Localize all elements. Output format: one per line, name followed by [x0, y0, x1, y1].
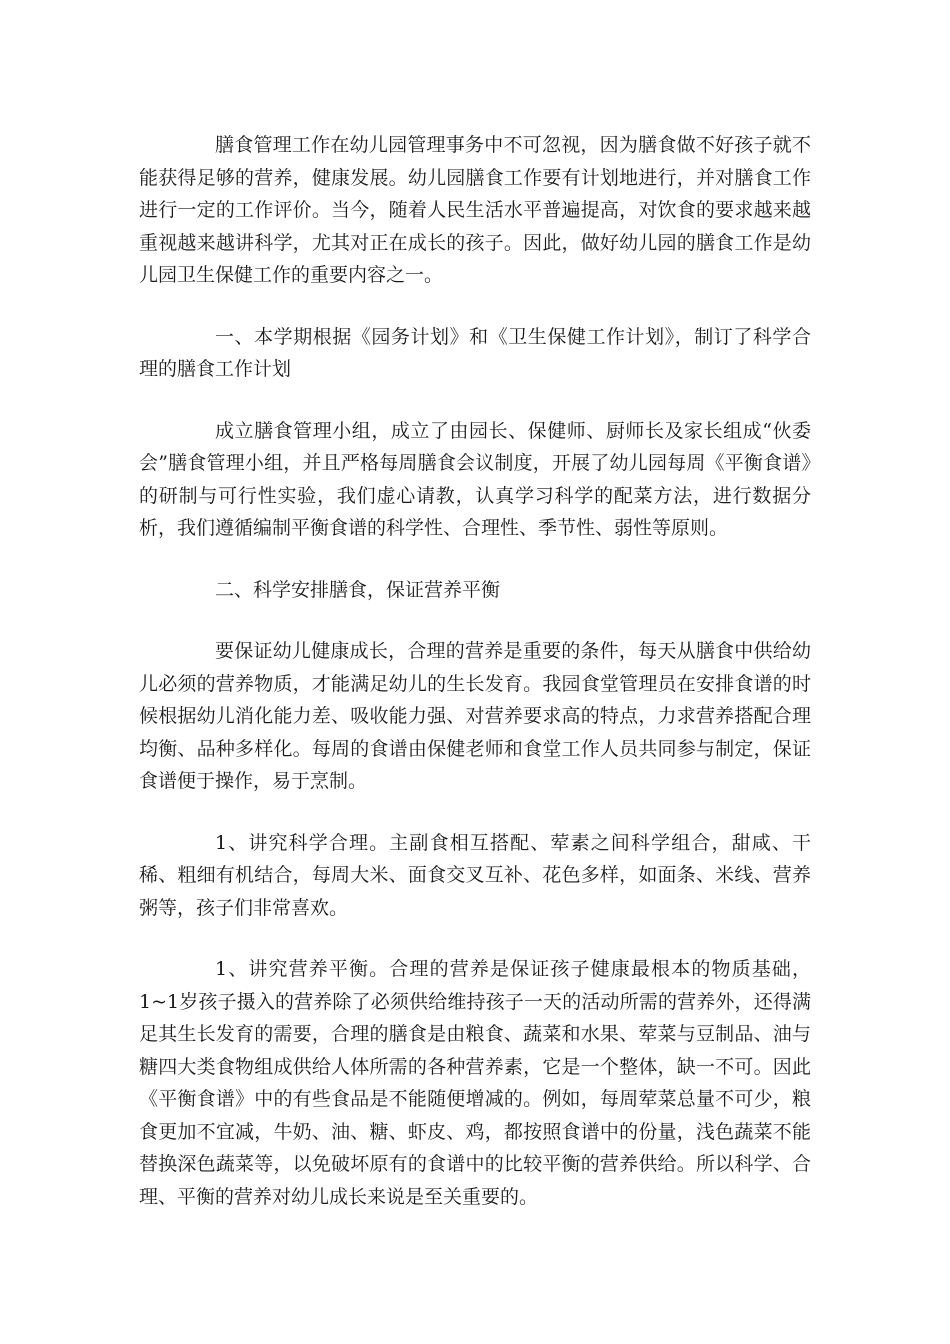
paragraph-committee: 成立膳食管理小组，成立了由园长、保健师、厨师长及家长组成“伙委会”膳食管理小组，并且严格每周膳食会议制度，开展了幼儿园每周《平衡食谱》的研制与可行性实验，我们虚心请教，认真学习科学的配菜方法，进行数据分析，我们遵循编制平衡食谱的科学性、合理性、季节性、弱性等原则。: [139, 419, 811, 539]
paragraph-nutrition: 要保证幼儿健康成长，合理的营养是重要的条件，每天从膳食中供给幼儿必须的营养物质，才能满足幼儿的生长发育。我园食堂管理员在安排食谱的时候根据幼儿消化能力差、吸收能力强、对营养要求高的特点，力求营养搭配合理均衡、品种多样化。每周的食谱由保健老师和食堂工作人员共同参与制定，保证食谱便于操作，易于烹制。: [139, 640, 811, 792]
section-heading-1: 一、本学期根据《园务计划》和《卫生保健工作计划》，制订了科学合理的膳食工作计划: [139, 325, 811, 380]
section-heading-2: 二、科学安排膳食，保证营养平衡: [215, 578, 501, 601]
document-body: [139, 129, 811, 1242]
list-item-balance: 1、讲究营养平衡。合理的营养是保证孩子健康最根本的物质基础，1~1岁孩子摄入的营养除了必须供给维持孩子一天的活动所需的营养外，还得满足其生长发育的需要，合理的膳食是由粮食、蔬菜和水果、荤菜与豆制品、油与糖四大类食物组成供给人体所需的各种营养素，它是一个整体，缺一不可。因此《平衡食谱》中的有些食品是不能随便增减的。例如，每周荤菜总量不可少，粮食更加不宜减，牛奶、油、糖、虾皮、鸡，都按照食谱中的份量，浅色蔬菜不能替换深色蔬菜等，以免破坏原有的食谱中的比较平衡的营养供给。所以科学、合理、平衡的营养对幼儿成长来说是至关重要的。: [139, 958, 811, 1208]
paragraph-intro: 膳食管理工作在幼儿园管理事务中不可忽视，因为膳食做不好孩子就不能获得足够的营养，健康发展。幼儿园膳食工作要有计划地进行，并对膳食工作进行一定的工作评价。当今，随着人民生活水平普遍提高，对饮食的要求越来越重视越来越讲科学，尤其对正在成长的孩子。因此，做好幼儿园的膳食工作是幼儿园卫生保健工作的重要内容之一。: [139, 134, 811, 286]
list-item-scientific: 1、讲究科学合理。主副食相互搭配、荤素之间科学组合，甜咸、干稀、粗细有机结合，每周大米、面食交叉互补、花色多样，如面条、米线、营养粥等，孩子们非常喜欢。: [139, 831, 811, 919]
